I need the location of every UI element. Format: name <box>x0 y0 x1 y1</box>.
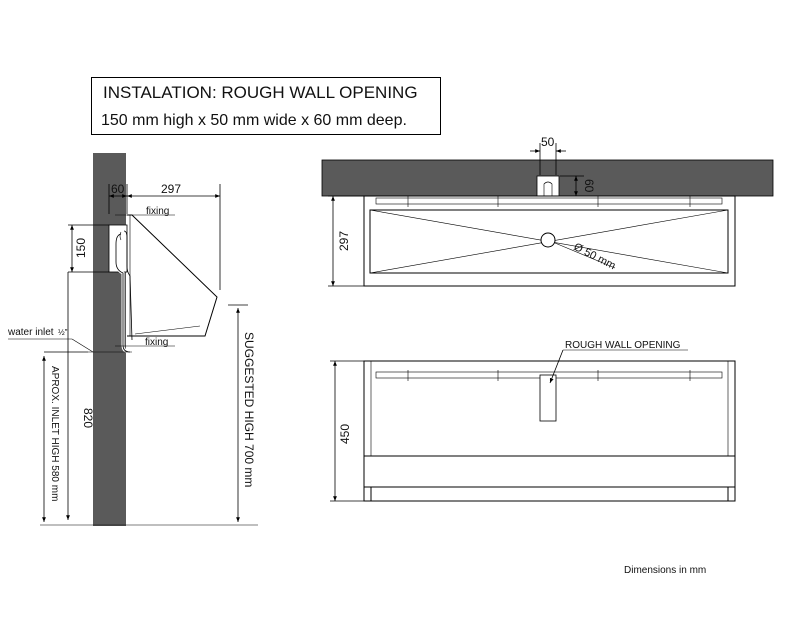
units-note: Dimensions in mm <box>624 565 707 576</box>
drain-circle <box>541 233 555 247</box>
aprox-inlet-label: APROX. INLET HIGH 580 mm <box>49 366 60 502</box>
top-dim-297: 297 <box>337 230 351 251</box>
front-view <box>330 340 735 501</box>
urinal-profile <box>127 215 217 336</box>
water-inlet-label: water inlet <box>8 327 54 338</box>
front-dim-450: 450 <box>338 423 352 444</box>
side-view <box>7 153 258 526</box>
title-line-2: 150 mm high x 50 mm wide x 60 mm deep. <box>101 112 407 129</box>
top-pipe <box>376 198 722 204</box>
top-dim-60: 60 <box>582 179 596 193</box>
rough-wall-opening <box>540 375 556 421</box>
title-line-1: INSTALATION: ROUGH WALL OPENING <box>103 83 418 102</box>
water-inlet-size: ½" <box>58 328 68 337</box>
wall-section <box>93 153 126 526</box>
drain-diameter-label: Ø 50 mm <box>571 240 618 273</box>
front-leg-left <box>364 487 371 501</box>
suggested-high-label: SUGGESTED HIGH 700 mm <box>242 332 256 488</box>
fixing-top-label: fixing <box>146 206 170 217</box>
top-view <box>322 135 773 286</box>
fixing-bottom-label: fixing <box>145 337 169 348</box>
side-dim-297: 297 <box>161 182 182 196</box>
wall-recess <box>109 225 127 272</box>
top-wall-recess <box>537 176 559 196</box>
top-dim-50: 50 <box>541 135 555 149</box>
side-dim-820: 820 <box>81 408 95 429</box>
rough-wall-opening-label: ROUGH WALL OPENING <box>565 340 681 351</box>
front-leg-right <box>728 487 735 501</box>
side-dim-60: 60 <box>111 182 125 196</box>
side-dim-150: 150 <box>74 237 88 258</box>
